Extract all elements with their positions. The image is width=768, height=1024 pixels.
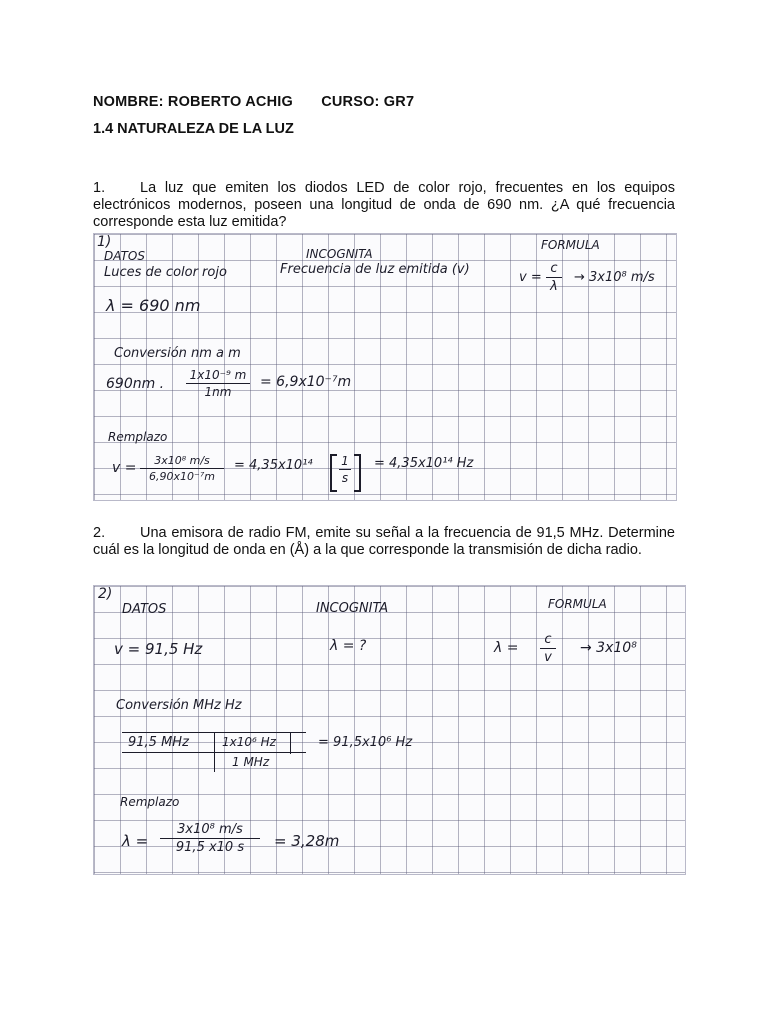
solution-1-formula-fraction [546,261,562,294]
question-1-number: 1. [93,180,106,196]
rem-numerator: 3x10⁸ m/s [154,454,210,467]
solution-2-conv-result: = 91,5x10⁶ Hz [318,735,413,750]
conv-denominator: 1nm [204,385,232,399]
solution-1-formula-label: FORMULA [541,238,600,252]
solution-2-conversion-label: Conversión MHz Hz [116,698,242,713]
solution-1-conv-result: = 6,9x10⁻⁷m [260,374,352,390]
fraction-bar [186,383,250,384]
solution-1-incognita-desc: Frecuencia de luz emitida (v) [280,262,470,277]
solution-2-formula-lhs: λ = [494,640,519,656]
solution-2-final-result: = 3,28m [274,832,340,850]
solution-2-frequency: v = 91,5 Hz [114,640,203,658]
right-bracket [354,454,361,492]
solution-1-speed-of-light: → 3x10⁸ m/s [574,270,655,285]
solution-2-datos-label: DATOS [122,602,167,617]
formula-numerator: c [544,632,552,647]
solution-2-conv-left: 91,5 MHz [128,735,189,750]
unit-denominator: s [341,471,349,485]
solution-2-incognita-label: INCOGNITA [316,601,389,616]
solution-1-lambda: λ = 690 nm [106,296,201,315]
solution-2-speed-of-light: → 3x10⁸ [580,640,637,656]
section-title: 1.4 NATURALEZA DE LA LUZ [93,121,294,137]
fraction-bar [140,468,224,469]
solution-1-conv-fraction [186,368,250,399]
solution-1-datos-label: DATOS [104,249,145,263]
fraction-bar [160,838,260,839]
solution-2-formula-label: FORMULA [548,597,607,611]
fraction-bar [546,277,562,278]
solution-1-unit-fraction [339,454,351,485]
solution-2-reemplazo-label: Remplazo [120,795,180,809]
solution-1-datos-desc: Luces de color rojo [104,265,227,280]
formula-denominator: λ [550,279,558,294]
handwritten-solution-1 [93,233,677,501]
solution-1-reemplazo-label: Remplazo [108,430,168,444]
solution-1-incognita-label: INCOGNITA [306,247,373,261]
left-bracket [330,454,337,492]
solution-1-conv-lhs: 690nm . [106,376,165,392]
solution-1-formula-lhs: v = [519,270,542,285]
rem-numerator: 3x10⁸ m/s [177,822,243,837]
rem-denominator: 6,90x10⁻⁷m [149,470,215,483]
question-2-number: 2. [93,525,106,541]
unit-numerator: 1 [341,454,349,468]
handwritten-solution-2 [93,585,686,875]
conversion-table-divider-2 [290,732,291,754]
solution-2-incognita-value: λ = ? [330,638,367,654]
conversion-table-divider [214,732,215,772]
fraction-bar [339,469,351,470]
solution-2-conv-mid-num: 1x10⁶ Hz [222,735,276,749]
solution-2-number: 2) [98,586,113,602]
formula-numerator: c [550,261,558,276]
course-label: CURSO: GR7 [321,94,415,110]
question-1-text: La luz que emiten los diodos LED de color rojo, frecuentes en los equipos electrónicos modernos, poseen una longitud de onda de 690 nm. ¿A qué frecuencia corresponde esta luz emitida? [93,180,675,230]
formula-denominator: v [544,650,552,665]
solution-2-conv-mid-den: 1 MHz [232,755,270,769]
question-2 [93,525,675,559]
fraction-bar [540,648,556,649]
solution-1-rem-fraction [140,454,224,483]
solution-2-rem-lhs: λ = [122,832,149,850]
solution-1-rem-lhs: v = [112,460,137,476]
student-name: NOMBRE: ROBERTO ACHIG [93,94,293,110]
student-header [93,94,414,110]
conv-numerator: 1x10⁻⁹ m [189,368,247,382]
solution-2-formula-fraction [540,632,556,665]
solution-1-number: 1) [97,234,112,250]
solution-1-conversion-label: Conversión nm a m [114,346,241,361]
question-1 [93,180,675,231]
rem-denominator: 91,5 x10 s [175,840,245,855]
solution-1-rem-mid: = 4,35x10¹⁴ [234,458,313,473]
solution-2-rem-fraction [160,822,260,855]
solution-1-final-result: = 4,35x10¹⁴ Hz [374,456,474,471]
question-2-text: Una emisora de radio FM, emite su señal a la frecuencia de 91,5 MHz. Determine cuál es la longitud de onda en (Å) a la que corresponde la transmisión de dicha radio. [93,525,675,558]
